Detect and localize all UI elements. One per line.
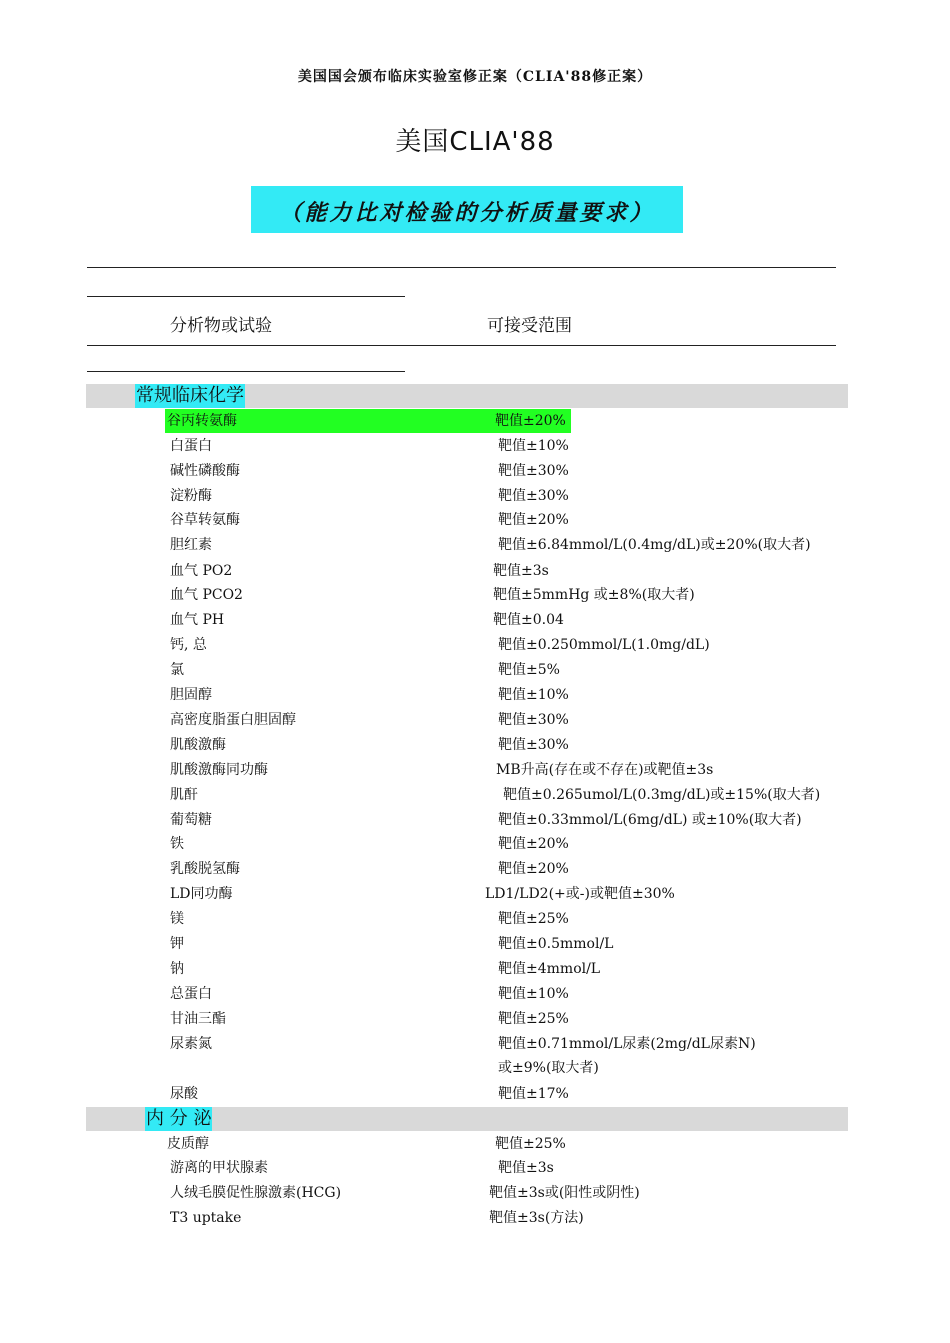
analyte-name: 淀粉酶 [170,488,212,504]
analyte-name: 总蛋白 [170,986,212,1002]
acceptable-range: LD1/LD2(+或-)或靶值±30% [485,886,675,902]
top-rule-short [87,296,405,297]
section-title-endocrine: 内 分 泌 [146,1108,212,1129]
acceptable-range: 靶值±5mmHg 或±8%(取大者) [493,587,695,603]
acceptable-range: 靶值±30% [498,488,569,504]
header-bottom-rule-short [87,371,405,372]
analyte-name: 肌酸激酶同功酶 [170,762,268,778]
analyte-name: 血气 PH [170,612,225,628]
acceptable-range: 靶值±6.84mmol/L(0.4mg/dL)或±20%(取大者) [498,537,811,553]
acceptable-range: 靶值±25% [498,1011,569,1027]
analyte-name: 甘油三酯 [170,1011,226,1027]
analyte-name: 游离的甲状腺素 [170,1160,268,1176]
analyte-name: T3 uptake [170,1210,242,1226]
analyte-name: 人绒毛膜促性腺激素(HCG) [170,1185,342,1201]
acceptable-range: 靶值±10% [498,986,569,1002]
analyte-name: 白蛋白 [170,438,212,454]
analyte-name: 胆红素 [170,537,212,553]
acceptable-range: 靶值±0.33mmol/L(6mg/dL) 或±10%(取大者) [498,812,802,828]
document-subtitle: （能力比对检验的分析质量要求） [279,200,655,226]
analyte-name: 皮质醇 [167,1136,209,1152]
column-header-analyte: 分析物或试验 [170,316,272,336]
acceptable-range: 靶值±0.71mmol/L尿素(2mg/dL尿素N) [498,1036,756,1052]
acceptable-range: 靶值±20% [498,861,569,877]
analyte-name: 谷丙转氨酶 [167,413,237,429]
analyte-name: 高密度脂蛋白胆固醇 [170,712,296,728]
analyte-name: 血气 PO2 [170,563,233,579]
acceptable-range: 靶值±30% [498,737,569,753]
acceptable-range: 靶值±10% [498,438,569,454]
acceptable-range: 靶值±30% [498,712,569,728]
analyte-name: 肌酐 [170,787,198,803]
analyte-name: 镁 [170,911,184,927]
acceptable-range: 靶值±3s或(阳性或阴性) [489,1185,640,1201]
analyte-name: 氯 [170,662,184,678]
column-header-range: 可接受范围 [487,316,572,336]
analyte-name: 血气 PCO2 [170,587,243,603]
analyte-name: 钙, 总 [170,637,207,653]
analyte-name: 碱性磷酸酶 [170,463,240,479]
acceptable-range: 靶值±0.5mmol/L [498,936,614,952]
analyte-name: 钠 [170,961,184,977]
acceptable-range: 靶值±0.04 [493,612,564,628]
document-title: 美国CLIA'88 [395,127,555,157]
acceptable-range: 靶值±5% [498,662,560,678]
acceptable-range: 靶值±3s [493,563,549,579]
header-bottom-rule [87,345,836,346]
acceptable-range: 靶值±20% [498,836,569,852]
acceptable-range: 靶值±17% [498,1086,569,1102]
acceptable-range: MB升高(存在或不存在)或靶值±3s [496,762,714,778]
analyte-name: 葡萄糖 [170,812,212,828]
acceptable-range: 靶值±25% [495,1136,566,1152]
analyte-name: 尿素氮 [170,1036,212,1052]
section-title-chemistry: 常规临床化学 [136,385,244,406]
analyte-name: 肌酸激酶 [170,737,226,753]
analyte-name: 钾 [170,936,184,952]
acceptable-range: 靶值±0.250mmol/L(1.0mg/dL) [498,637,710,653]
acceptable-range: 靶值±0.265umol/L(0.3mg/dL)或±15%(取大者) [503,787,821,803]
analyte-name: 乳酸脱氢酶 [170,861,240,877]
analyte-name: 胆固醇 [170,687,212,703]
analyte-name: LD同功酶 [170,886,233,902]
analyte-name: 尿酸 [170,1086,198,1102]
acceptable-range: 靶值±30% [498,463,569,479]
analyte-name: 铁 [170,836,184,852]
acceptable-range: 或±9%(取大者) [498,1060,599,1076]
page-header: 美国国会颁布临床实验室修正案（CLIA'88修正案） [297,69,653,85]
acceptable-range: 靶值±20% [495,413,566,429]
top-rule [87,267,836,268]
acceptable-range: 靶值±20% [498,512,569,528]
acceptable-range: 靶值±3s [498,1160,554,1176]
acceptable-range: 靶值±3s(方法) [489,1210,584,1226]
acceptable-range: 靶值±4mmol/L [498,961,601,977]
analyte-name: 谷草转氨酶 [170,512,240,528]
acceptable-range: 靶值±10% [498,687,569,703]
acceptable-range: 靶值±25% [498,911,569,927]
